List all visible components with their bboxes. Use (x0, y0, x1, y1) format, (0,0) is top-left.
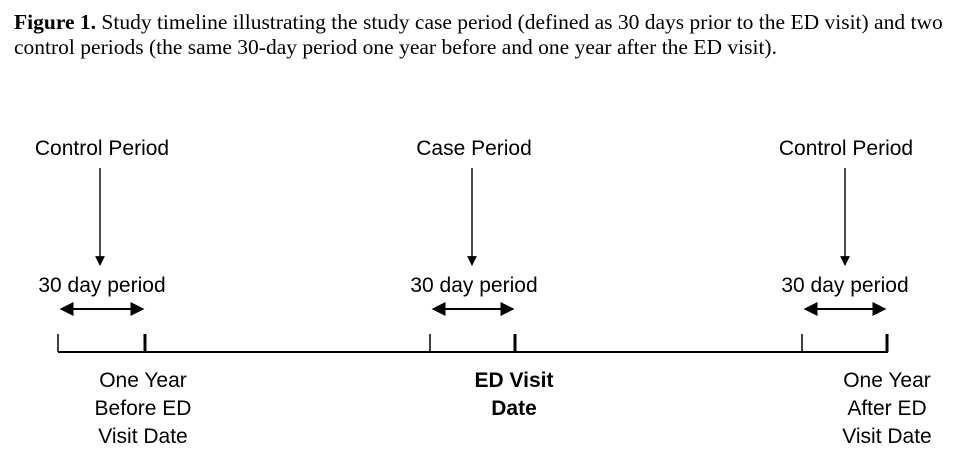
anchor-line-2: Date (491, 397, 537, 420)
anchor-line-3: Visit Date (842, 425, 932, 448)
window-label: 30 day period (410, 274, 538, 297)
period-title: Case Period (416, 137, 532, 160)
control-period-before (35, 137, 192, 448)
window-label: 30 day period (38, 274, 166, 297)
window-label: 30 day period (781, 274, 909, 297)
anchor-line-2: After ED (847, 397, 927, 420)
anchor-line-3: Visit Date (98, 425, 188, 448)
figure-label: Figure 1. (14, 10, 97, 34)
anchor-line-1: One Year (99, 369, 187, 392)
period-title: Control Period (34, 137, 170, 160)
period-title: Control Period (778, 137, 914, 160)
control-period-after (779, 137, 932, 448)
anchor-line-1: One Year (843, 369, 931, 392)
case-period (410, 137, 553, 420)
anchor-line-1: ED Visit (474, 369, 554, 392)
anchor-line-2: Before ED (94, 397, 192, 420)
figure-caption-text: Study timeline illustrating the study case period (defined as 30 days prior to the ED visit) and two control periods (the same 30-day period one year before and one year after the ED visit). (14, 10, 943, 59)
